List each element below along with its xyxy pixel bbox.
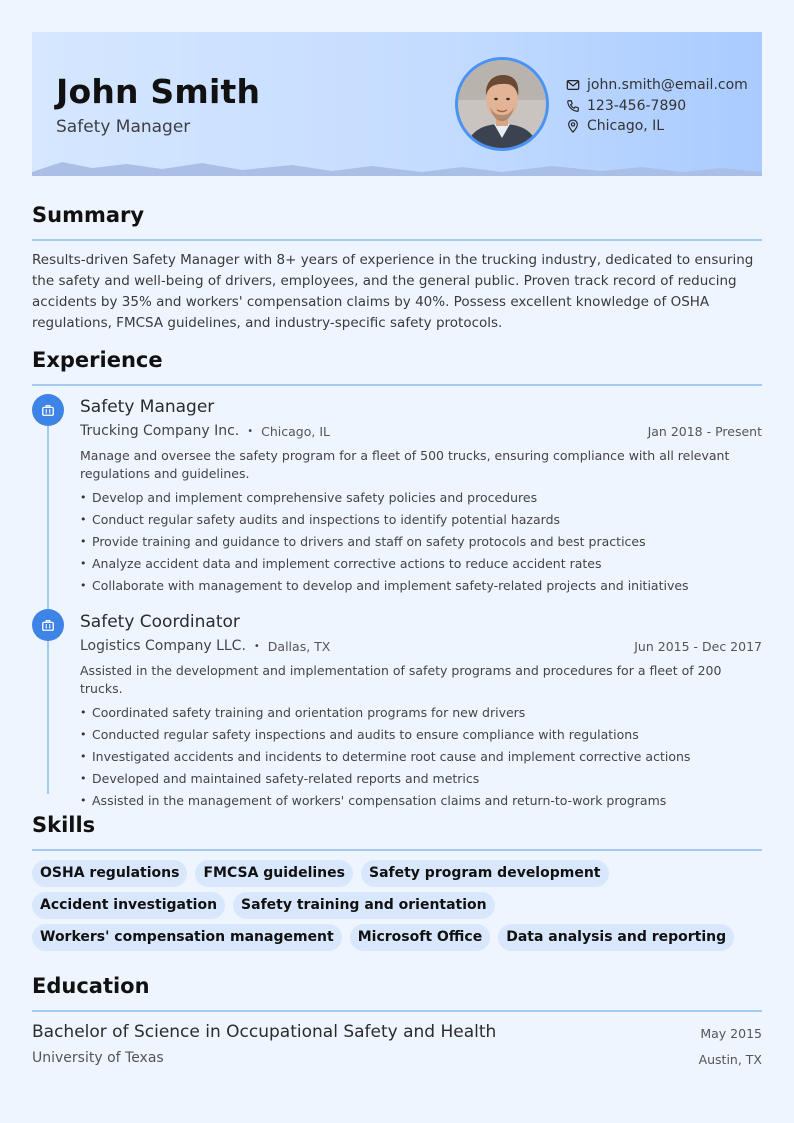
contact-email[interactable] xyxy=(566,75,748,95)
candidate-title: Safety Manager xyxy=(56,117,191,137)
job-description: Manage and oversee the safety program for a fleet of 500 trucks, ensuring compliance with all relevant regulations and guidelines. xyxy=(80,448,730,481)
job-bullet: • Assisted in the management of workers' compensation claims and return-to-work programs xyxy=(80,790,762,812)
phone-icon xyxy=(566,99,580,113)
contact-location xyxy=(566,116,748,136)
skill-chip: Accident investigation xyxy=(32,892,225,919)
job-bullet: • Investigated accidents and incidents to determine root cause and implement corrective actions xyxy=(80,746,762,768)
briefcase-icon xyxy=(41,403,55,417)
separator-dot: • xyxy=(253,640,260,652)
mail-icon xyxy=(566,78,580,92)
contact-location-text: Chicago, IL xyxy=(587,118,665,134)
job-bullet-list xyxy=(80,487,762,597)
summary-divider xyxy=(32,239,762,241)
experience-heading: Experience xyxy=(32,348,163,372)
skill-chip: Safety program development xyxy=(361,860,609,887)
job-company: Trucking Company Inc. xyxy=(80,423,240,439)
resume-header xyxy=(32,32,762,176)
job-bullet: • Conducted regular safety inspections and audits to ensure compliance with regulations xyxy=(80,724,762,746)
job-meta xyxy=(80,419,762,443)
header-wave-decoration xyxy=(32,160,762,176)
job-icon xyxy=(32,394,64,426)
skill-chip: OSHA regulations xyxy=(32,860,187,887)
job-bullet: • Develop and implement comprehensive safety policies and procedures xyxy=(80,487,762,509)
job-bullet: • Conduct regular safety audits and inspections to identify potential hazards xyxy=(80,509,762,531)
job-meta xyxy=(80,634,762,658)
job-bullet: • Coordinated safety training and orientation programs for new drivers xyxy=(80,702,762,724)
skill-chip: Data analysis and reporting xyxy=(498,924,734,951)
job-icon xyxy=(32,609,64,641)
job-dates: Jan 2018 - Present xyxy=(647,423,762,439)
candidate-name: John Smith xyxy=(56,72,261,111)
job-entry xyxy=(80,610,762,812)
education-date: May 2015 xyxy=(700,1026,762,1041)
job-entry xyxy=(80,395,762,597)
job-bullet-list xyxy=(80,702,762,812)
avatar xyxy=(455,57,549,151)
job-bullet: • Analyze accident data and implement corrective actions to reduce accident rates xyxy=(80,553,762,575)
contact-list xyxy=(566,75,748,137)
location-pin-icon xyxy=(566,119,580,133)
contact-phone-text: 123-456-7890 xyxy=(587,97,687,114)
job-location: Dallas, TX xyxy=(267,638,331,654)
skill-chip: FMCSA guidelines xyxy=(195,860,353,887)
education-heading: Education xyxy=(32,974,150,998)
summary-heading: Summary xyxy=(32,203,145,227)
skills-list xyxy=(32,860,772,956)
briefcase-icon xyxy=(41,618,55,632)
profile-photo xyxy=(458,60,546,148)
job-bullet: • Provide training and guidance to drivers and staff on safety protocols and best practices xyxy=(80,531,762,553)
education-school: University of Texas xyxy=(32,1050,164,1066)
skill-chip: Microsoft Office xyxy=(350,924,490,951)
skill-chip: Safety training and orientation xyxy=(233,892,495,919)
job-company: Logistics Company LLC. xyxy=(80,638,246,654)
skills-divider xyxy=(32,849,762,851)
education-degree: Bachelor of Science in Occupational Safety and Health xyxy=(32,1022,497,1042)
job-description: Assisted in the development and implementation of safety programs and procedures for a fleet of 200 trucks. xyxy=(80,663,722,696)
job-location: Chicago, IL xyxy=(261,423,330,439)
summary-text: Results-driven Safety Manager with 8+ years of experience in the trucking industry, dedicated to ensuring the safety and well-being of drivers, employees, and the general public. Proven track record of reducing accidents by 35% and workers' compensation claims by 40%. Possess excellent knowledge of OSHA regulations, FMCSA guidelines, and industry-specific safety protocols. xyxy=(32,252,754,331)
experience-divider xyxy=(32,384,762,386)
education-divider xyxy=(32,1010,762,1012)
education-location: Austin, TX xyxy=(698,1052,762,1067)
skills-heading: Skills xyxy=(32,813,96,837)
job-title: Safety Manager xyxy=(80,397,215,417)
skill-chip: Workers' compensation management xyxy=(32,924,342,951)
contact-email-text: john.smith@email.com xyxy=(587,77,748,93)
separator-dot: • xyxy=(247,425,254,437)
job-bullet: • Developed and maintained safety-related reports and metrics xyxy=(80,768,762,790)
job-bullet: • Collaborate with management to develop and implement safety-related projects and initiatives xyxy=(80,575,762,597)
timeline-line xyxy=(47,408,49,794)
job-title: Safety Coordinator xyxy=(80,612,240,632)
job-dates: Jun 2015 - Dec 2017 xyxy=(634,638,762,654)
contact-phone[interactable] xyxy=(566,96,748,116)
